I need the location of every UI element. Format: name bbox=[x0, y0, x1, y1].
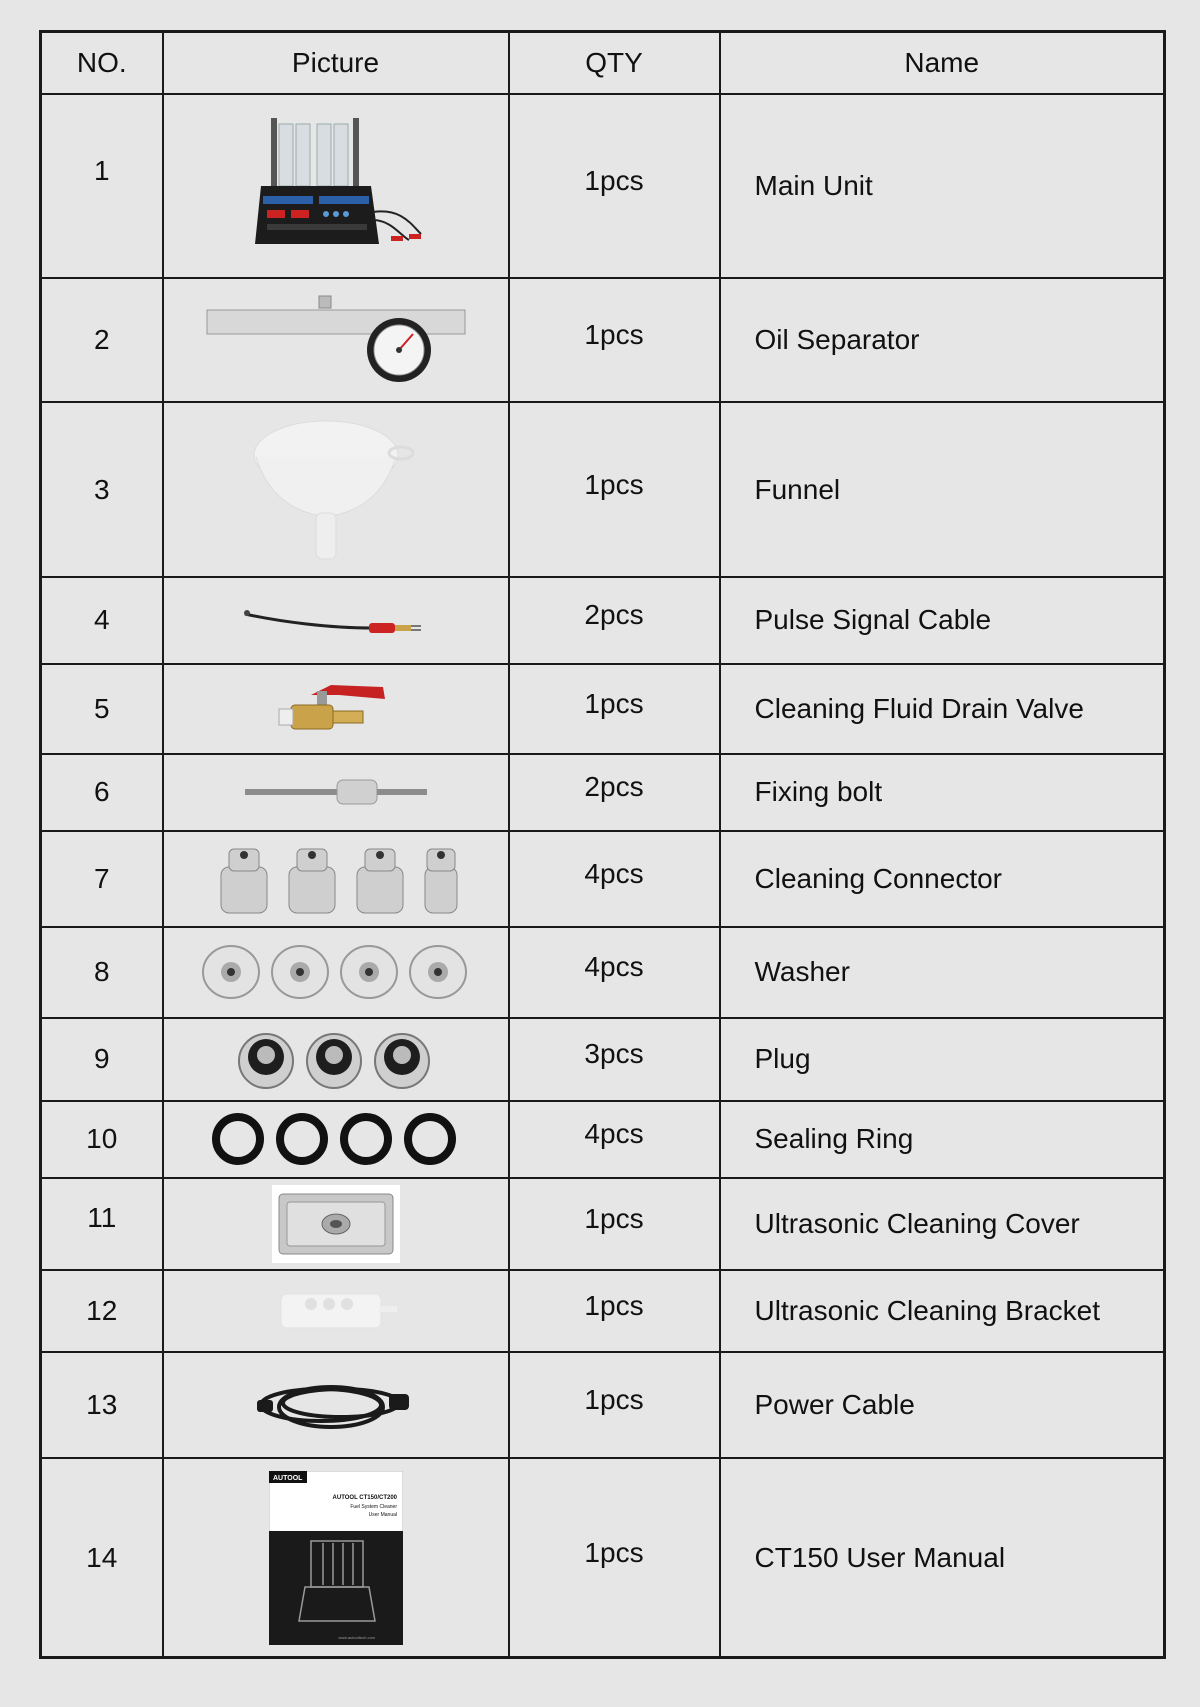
row-picture bbox=[163, 754, 509, 831]
plug-icon bbox=[236, 1027, 436, 1091]
parts-list-table bbox=[39, 30, 1166, 1659]
row-name: Ultrasonic Cleaning Bracket bbox=[720, 1270, 1165, 1352]
table-row bbox=[41, 1018, 1165, 1101]
washer-icon bbox=[201, 942, 471, 1002]
manual-subtitle: Fuel System Cleaner bbox=[349, 1503, 397, 1510]
row-name: Oil Separator bbox=[720, 278, 1165, 402]
row-picture bbox=[163, 831, 509, 927]
manual-doc-type: User Manual bbox=[368, 1511, 397, 1518]
manual-url: www.autooltech.com bbox=[337, 1634, 375, 1640]
row-name: Power Cable bbox=[720, 1352, 1165, 1458]
row-name: Main Unit bbox=[720, 94, 1165, 278]
cleaning-cover-icon bbox=[271, 1184, 401, 1264]
row-number: 3 bbox=[41, 402, 163, 577]
signal-cable-icon bbox=[241, 600, 431, 640]
row-picture bbox=[163, 577, 509, 663]
row-qty: 1pcs bbox=[509, 1178, 720, 1270]
table-row bbox=[41, 402, 1165, 577]
header-qty: QTY bbox=[509, 32, 720, 95]
row-name: Sealing Ring bbox=[720, 1101, 1165, 1178]
table-row bbox=[41, 278, 1165, 402]
table-row bbox=[41, 754, 1165, 831]
table-row bbox=[41, 664, 1165, 754]
row-qty: 1pcs bbox=[509, 278, 720, 402]
row-picture bbox=[163, 927, 509, 1018]
table-row bbox=[41, 1178, 1165, 1270]
row-name: Plug bbox=[720, 1018, 1165, 1101]
row-qty: 3pcs bbox=[509, 1018, 720, 1101]
row-qty: 4pcs bbox=[509, 1101, 720, 1178]
fixing-bolt-icon bbox=[241, 772, 431, 812]
table-row bbox=[41, 577, 1165, 663]
row-qty: 1pcs bbox=[509, 1458, 720, 1657]
oil-separator-gauge-icon bbox=[201, 294, 471, 386]
row-number: 9 bbox=[41, 1018, 163, 1101]
row-qty: 1pcs bbox=[509, 1352, 720, 1458]
row-number: 5 bbox=[41, 664, 163, 754]
drain-valve-icon bbox=[271, 677, 401, 741]
row-picture bbox=[163, 94, 509, 278]
cleaning-connector-icon bbox=[211, 841, 461, 917]
table-row bbox=[41, 94, 1165, 278]
funnel-icon bbox=[251, 415, 421, 565]
row-number: 1 bbox=[41, 94, 163, 278]
row-picture bbox=[163, 402, 509, 577]
row-name: Washer bbox=[720, 927, 1165, 1018]
table-row bbox=[41, 1458, 1165, 1657]
row-picture bbox=[163, 1018, 509, 1101]
row-picture bbox=[163, 664, 509, 754]
row-name: Fixing bolt bbox=[720, 754, 1165, 831]
header-name: Name bbox=[720, 32, 1165, 95]
fuel-injector-cleaner-machine-icon bbox=[241, 116, 431, 256]
row-qty: 1pcs bbox=[509, 664, 720, 754]
row-number: 6 bbox=[41, 754, 163, 831]
row-qty: 4pcs bbox=[509, 831, 720, 927]
row-name: Funnel bbox=[720, 402, 1165, 577]
cleaning-bracket-icon bbox=[271, 1288, 401, 1334]
sealing-ring-icon bbox=[211, 1111, 461, 1167]
row-name: Pulse Signal Cable bbox=[720, 577, 1165, 663]
row-qty: 1pcs bbox=[509, 94, 720, 278]
header-no: NO. bbox=[41, 32, 163, 95]
user-manual-icon bbox=[269, 1471, 403, 1645]
row-number: 13 bbox=[41, 1352, 163, 1458]
row-number: 11 bbox=[41, 1178, 163, 1270]
row-qty: 2pcs bbox=[509, 754, 720, 831]
row-picture bbox=[163, 1178, 509, 1270]
row-number: 2 bbox=[41, 278, 163, 402]
table-row bbox=[41, 1101, 1165, 1178]
table-row bbox=[41, 1270, 1165, 1352]
header-picture: Picture bbox=[163, 32, 509, 95]
row-qty: 4pcs bbox=[509, 927, 720, 1018]
row-number: 12 bbox=[41, 1270, 163, 1352]
manual-model: AUTOOL CT150/CT200 bbox=[332, 1494, 397, 1501]
row-qty: 1pcs bbox=[509, 1270, 720, 1352]
row-name: CT150 User Manual bbox=[720, 1458, 1165, 1657]
row-picture bbox=[163, 1352, 509, 1458]
row-picture bbox=[163, 1270, 509, 1352]
row-picture bbox=[163, 278, 509, 402]
row-name: Ultrasonic Cleaning Cover bbox=[720, 1178, 1165, 1270]
row-picture bbox=[163, 1101, 509, 1178]
row-number: 4 bbox=[41, 577, 163, 663]
row-name: Cleaning Fluid Drain Valve bbox=[720, 664, 1165, 754]
row-picture bbox=[163, 1458, 509, 1657]
row-qty: 1pcs bbox=[509, 402, 720, 577]
row-number: 8 bbox=[41, 927, 163, 1018]
table-header-row bbox=[41, 32, 1165, 95]
table-row bbox=[41, 831, 1165, 927]
row-number: 10 bbox=[41, 1101, 163, 1178]
table-row bbox=[41, 1352, 1165, 1458]
row-number: 7 bbox=[41, 831, 163, 927]
row-name: Cleaning Connector bbox=[720, 831, 1165, 927]
row-number: 14 bbox=[41, 1458, 163, 1657]
power-cable-icon bbox=[251, 1370, 421, 1440]
row-qty: 2pcs bbox=[509, 577, 720, 663]
manual-brand: AUTOOL bbox=[272, 1474, 302, 1482]
table-row bbox=[41, 927, 1165, 1018]
